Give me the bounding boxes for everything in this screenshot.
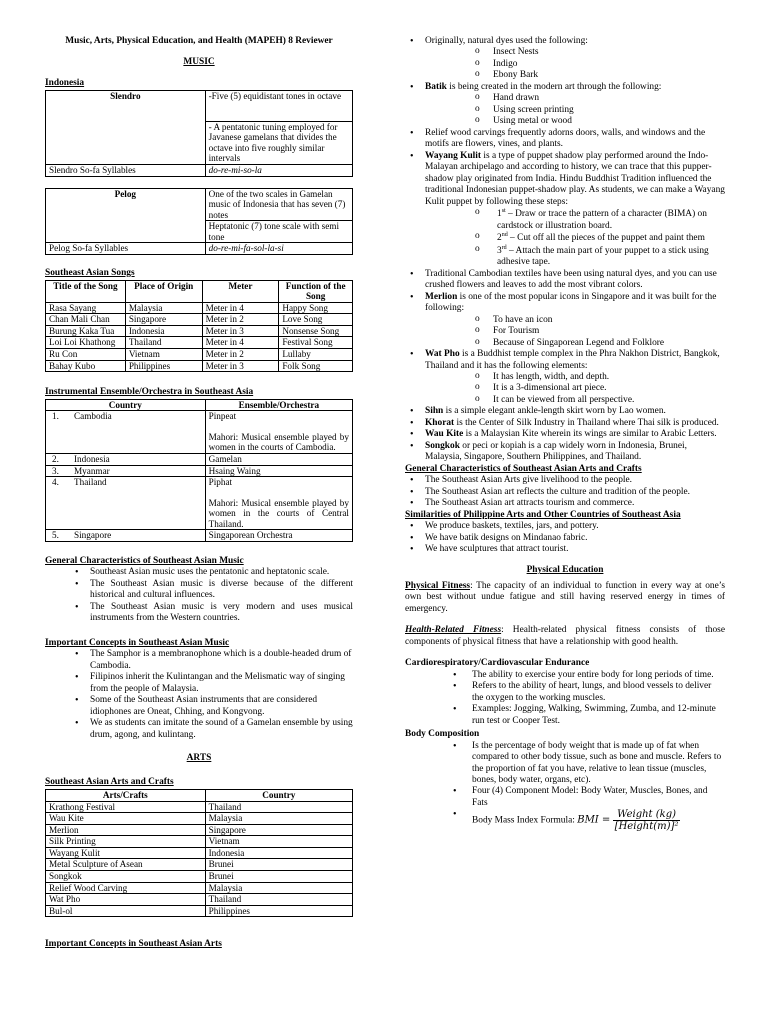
list-item: • The Samphor is a membranophone which is a double-headed drum of Cambodia.: [45, 649, 353, 672]
bmi-label: Body Mass Index Formula:: [472, 816, 575, 827]
list-item: o Hand drawn: [405, 93, 725, 104]
bmi-numerator: Weight (kg): [613, 809, 681, 821]
ensemble-country: Myanmar: [74, 465, 110, 476]
songs-cell: Meter in 3: [202, 325, 279, 337]
list-item: • We have sculptures that attract tourist.: [405, 544, 725, 555]
songkok-term: Songkok: [425, 440, 460, 451]
bmi-lhs: BMI =: [577, 815, 611, 827]
bmi-list: [405, 809, 725, 832]
list-item: o For Tourism: [405, 326, 725, 337]
list-item: • Southeast Asian music uses the pentatonic and heptatonic scale.: [45, 567, 353, 578]
ensemble-country: Indonesia: [74, 453, 110, 464]
sihn-term: Sihn: [425, 406, 444, 417]
arts-gen-char-list: [405, 475, 725, 509]
ensemble-name: Singaporean Orchestra: [208, 530, 293, 541]
songs-heading: Southeast Asian Songs: [45, 268, 135, 279]
songs-header-cell: Function of the Song: [279, 280, 353, 302]
watpho-term: Wat Pho: [425, 349, 460, 360]
list-item: o Using screen printing: [405, 105, 725, 116]
ensemble-heading: Instrumental Ensemble/Orchestra in Southeast Asia: [45, 387, 254, 398]
crafts-row: [46, 847, 353, 859]
crafts-cell: Thailand: [205, 801, 352, 813]
physical-fitness-def: [405, 581, 725, 615]
step-text: – Cut off all the pieces of the puppet and paint them: [507, 233, 705, 244]
ensemble-country-cell: [46, 530, 206, 542]
wayang-text: is a type of puppet shadow play performed around the Indo-Malayan archipelago and according to history, we can trace that this pupper-shadow play originated from India. Hindu Buddhist Tradition influenced the traditional Indonesian puppet-shadow play. As students, we can make a Wayang Kulit puppet by following these steps:: [425, 150, 725, 207]
songs-cell: Thailand: [125, 337, 202, 349]
batik-term: Batik: [425, 81, 447, 92]
step-ordinal: 2: [497, 233, 502, 244]
step-ordinal-suffix: st: [501, 208, 506, 215]
cardio-list: [405, 670, 725, 727]
songs-row: [46, 314, 353, 326]
ensemble-header-cell: Country: [46, 399, 206, 411]
ensemble-note: Mahori: Musical ensemble played by women in the courts of Central Thailand.: [208, 497, 349, 529]
slendro-table: [45, 90, 353, 177]
list-item: • Some of the Southeast Asian instruments that are considered idiophones are Oneat, Chhing, and Kongvong.: [45, 695, 353, 718]
songs-row: [46, 302, 353, 314]
dyes-intro: Originally, natural dyes used the following:: [425, 36, 588, 46]
songs-cell: Singapore: [125, 314, 202, 326]
health-related-fitness-def: [405, 625, 725, 648]
step-ordinal-suffix: rd: [501, 244, 507, 251]
list-item: o It is a 3-dimensional art piece.: [405, 383, 725, 394]
list-item: • The Southeast Asian Arts give livelihood to the people.: [405, 475, 725, 486]
list-item: o It has length, width, and depth.: [405, 372, 725, 383]
crafts-row: [46, 905, 353, 917]
wau-item: [405, 429, 725, 440]
merlion-term: Merlion: [425, 291, 458, 302]
list-item: • Is the percentage of body weight that is made up of fat when compared to other body tissue, such as bone and muscle. Refers to the proportion of fat you have, relative to lean tissue (muscles, bones, body water, organs, etc).: [405, 741, 725, 787]
ensemble-country: Singapore: [74, 530, 112, 541]
songs-cell: Meter in 2: [202, 348, 279, 360]
relief-item: • Relief wood carvings frequently adorns doors, walls, and windows and the motifs are flowers, vines, and plants.: [405, 128, 725, 151]
list-item: • We produce baskets, textiles, jars, and pottery.: [405, 521, 725, 532]
crafts-cell: Indonesia: [205, 847, 352, 859]
ensemble-country-cell: [46, 477, 206, 530]
songs-cell: Love Song: [279, 314, 353, 326]
crafts-table: [45, 789, 353, 917]
ensemble-number: 2.: [52, 453, 59, 464]
list-item: o Using metal or wood: [405, 116, 725, 127]
songs-cell: Festival Song: [279, 337, 353, 349]
step-ordinal: 1: [497, 209, 502, 220]
music-heading: MUSIC: [183, 56, 215, 67]
list-item: o Indigo: [405, 59, 725, 70]
step-text: – Draw or trace the pattern of a character (BIMA) on cardstock or illustration board.: [497, 209, 707, 231]
list-item: • Refers to the ability of heart, lungs, and blood vessels to deliver the oxygen to the working muscles.: [405, 681, 725, 704]
pelog-syll-label: Pelog So-fa Syllables: [46, 243, 206, 255]
arts-heading: ARTS: [186, 753, 212, 763]
right-column: [405, 36, 725, 832]
wau-text: is a Malaysian Kite wherein its wings are similar to Arabic Letters.: [463, 429, 717, 440]
ensemble-row: [46, 530, 353, 542]
ensemble-name-cell: [205, 453, 352, 465]
songs-cell: Chan Mali Chan: [46, 314, 126, 326]
batik-text: is being created in the modern art through the following:: [446, 81, 662, 92]
list-item: • The ability to exercise your entire body for long periods of time.: [405, 670, 725, 681]
crafts-cell: Brunei: [205, 859, 352, 871]
dyes-list: [405, 47, 725, 81]
songs-header-cell: Place of Origin: [125, 280, 202, 302]
sihn-text: is a simple elegant ankle-length skirt worn by Lao women.: [443, 406, 666, 417]
crafts-row: [46, 894, 353, 906]
crafts-row: [46, 801, 353, 813]
list-item: • Filipinos inherit the Kulintangan and the Melismatic way of singing from the people of Malaysia.: [45, 672, 353, 695]
bmi-fraction: [613, 809, 681, 832]
songs-cell: Philippines: [125, 360, 202, 372]
songs-cell: Rasa Sayang: [46, 302, 126, 314]
ensemble-name: Piphat: [208, 477, 233, 488]
crafts-row: [46, 836, 353, 848]
music-gen-char-list: [45, 567, 353, 624]
list-item: • We as students can imitate the sound of a Gamelan ensemble by using drum, agong, and kulintang.: [45, 718, 353, 741]
ensemble-row: [46, 453, 353, 465]
pf-term: Physical Fitness: [405, 580, 471, 591]
ensemble-number: 5.: [52, 530, 59, 541]
pelog-desc1: One of the two scales in Gamelan music of Indonesia that has seven (7) notes: [205, 188, 352, 221]
songs-cell: Happy Song: [279, 302, 353, 314]
merlion-list: [405, 315, 725, 349]
crafts-cell: Wat Pho: [46, 894, 206, 906]
bodycomp-list: [405, 741, 725, 810]
ensemble-header-cell: Ensemble/Orchestra: [205, 399, 352, 411]
ensemble-number: 1.: [52, 411, 59, 422]
step-ordinal-suffix: nd: [501, 232, 508, 239]
dyes-item: [405, 36, 725, 82]
crafts-cell: Brunei: [205, 870, 352, 882]
wau-term: Wau Kite: [425, 429, 464, 440]
music-gen-char-heading: General Characteristics of Southeast Asian Music: [45, 555, 244, 566]
ensemble-name: Pinpeat: [208, 411, 237, 422]
crafts-cell: Philippines: [205, 905, 352, 917]
list-item: • The Southeast Asian music is diverse because of the different historical and cultural influences.: [45, 579, 353, 602]
music-concepts-list: [45, 649, 353, 741]
pelog-desc2: Heptatonic (7) tone scale with semi tone: [205, 221, 352, 243]
crafts-cell: Krathong Festival: [46, 801, 206, 813]
songs-header-cell: Meter: [202, 280, 279, 302]
songs-cell: Vietnam: [125, 348, 202, 360]
songs-cell: Ru Con: [46, 348, 126, 360]
crafts-row: [46, 870, 353, 882]
songkok-item: [405, 441, 725, 464]
wayang-term: Wayang Kulit: [425, 150, 482, 161]
similar-heading: Similarities of Philippine Arts and Other Countries of Southeast Asia: [405, 509, 681, 520]
ensemble-note: Mahori: Musical ensemble played by women in the courts of Cambodia.: [208, 431, 349, 453]
hrf-text: : Health-related physical fitness consists of those components of physical fitness that have a relationship with good health.: [405, 625, 725, 647]
songs-cell: Folk Song: [279, 360, 353, 372]
merlion-item: [405, 292, 725, 349]
pelog-syll: do-re-mi-fa-sol-la-si: [205, 243, 352, 255]
crafts-header-cell: Arts/Crafts: [46, 789, 206, 801]
ensemble-name-cell: [205, 477, 352, 530]
songs-row: [46, 337, 353, 349]
batik-item: [405, 82, 725, 128]
songs-row: [46, 348, 353, 360]
ensemble-country-cell: [46, 411, 206, 454]
songs-cell: Meter in 3: [202, 360, 279, 372]
step-text: – Attach the main part of your puppet to a stick using adhesive tape.: [497, 245, 709, 268]
ensemble-country-cell: [46, 465, 206, 477]
songs-cell: Meter in 4: [202, 302, 279, 314]
slendro-name: Slendro: [46, 90, 206, 164]
slendro-desc1: -Five (5) equidistant tones in octave: [205, 90, 352, 121]
ensemble-table: [45, 399, 353, 542]
list-item: • Examples: Jogging, Walking, Swimming, Zumba, and 12-minute run test or Cooper Test.: [405, 704, 725, 727]
crafts-row: [46, 859, 353, 871]
ensemble-number: 3.: [52, 465, 59, 476]
crafts-cell: Wayang Kulit: [46, 847, 206, 859]
crafts-row: [46, 882, 353, 894]
ensemble-name-cell: [205, 411, 352, 454]
crafts-cell: Singapore: [205, 824, 352, 836]
list-item: o Because of Singaporean Legend and Folklore: [405, 338, 725, 349]
step-ordinal: 3: [497, 245, 502, 256]
cambodian-item: • Traditional Cambodian textiles have been using natural dyes, and you can use crushed flowers and leaves to add the most vibrant colors.: [405, 269, 725, 292]
crafts-header-cell: Country: [205, 789, 352, 801]
sihn-item: [405, 406, 725, 417]
list-item: • Four (4) Component Model: Body Water, Muscles, Bones, and Fats: [405, 786, 725, 809]
crafts-heading: Southeast Asian Arts and Crafts: [45, 777, 174, 788]
ensemble-country: Thailand: [74, 477, 107, 488]
crafts-cell: Bul-ol: [46, 905, 206, 917]
list-item: o Insect Nests: [405, 47, 725, 58]
list-item: • The Southeast Asian art reflects the culture and tradition of the people.: [405, 487, 725, 498]
bmi-item: [405, 809, 725, 832]
ensemble-number: 4.: [52, 477, 59, 488]
merlion-text: is one of the most popular icons in Singapore and it was built for the following:: [425, 291, 717, 314]
wayang-step: [405, 245, 725, 269]
list-item: • We have batik designs on Mindanao fabric.: [405, 533, 725, 544]
list-item: o To have an icon: [405, 315, 725, 326]
crafts-cell: Malaysia: [205, 813, 352, 825]
list-item: • The Southeast Asian art attracts tourism and commerce.: [405, 498, 725, 509]
crafts-cell: Thailand: [205, 894, 352, 906]
songs-cell: Loi Loi Khathong: [46, 337, 126, 349]
songs-cell: Indonesia: [125, 325, 202, 337]
crafts-cell: Malaysia: [205, 882, 352, 894]
ensemble-name: Gamelan: [208, 453, 242, 464]
songs-cell: Meter in 4: [202, 337, 279, 349]
wayang-step: [405, 208, 725, 232]
document-title: Music, Arts, Physical Education, and Health (MAPEH) 8 Reviewer: [65, 36, 333, 46]
songs-cell: Malaysia: [125, 302, 202, 314]
ensemble-name-cell: [205, 530, 352, 542]
list-item: o It can be viewed from all perspective.: [405, 395, 725, 406]
crafts-cell: Silk Printing: [46, 836, 206, 848]
ensemble-country-cell: [46, 453, 206, 465]
crafts-cell: Metal Sculpture of Asean: [46, 859, 206, 871]
songs-cell: Meter in 2: [202, 314, 279, 326]
crafts-row: [46, 824, 353, 836]
songs-header-cell: Title of the Song: [46, 280, 126, 302]
crafts-cell: Vietnam: [205, 836, 352, 848]
songs-table: [45, 280, 353, 373]
hrf-term: Health-Related Fitness: [405, 625, 502, 636]
bodycomp-heading: Body Composition: [405, 729, 480, 740]
khorat-term: Khorat: [425, 417, 455, 428]
ensemble-name: Hsaing Waing: [208, 465, 261, 476]
khorat-item: [405, 418, 725, 429]
songs-cell: Nonsense Song: [279, 325, 353, 337]
crafts-row: [46, 813, 353, 825]
songs-row: [46, 360, 353, 372]
watpho-list: [405, 372, 725, 406]
music-concepts-heading: Important Concepts in Southeast Asian Music: [45, 637, 230, 648]
songs-row: [46, 325, 353, 337]
crafts-cell: Relief Wood Carving: [46, 882, 206, 894]
watpho-text: is a Buddhist temple complex in the Phra Nakhon District, Bangkok, Thailand and it has the following elements:: [425, 349, 720, 371]
list-item: o Ebony Bark: [405, 70, 725, 81]
songs-cell: Lullaby: [279, 348, 353, 360]
crafts-cell: Wau Kite: [46, 813, 206, 825]
pe-heading: Physical Education: [526, 565, 604, 576]
list-item: • The Southeast Asian music is very modern and uses musical instruments from the Western countries.: [45, 602, 353, 625]
crafts-cell: Songkok: [46, 870, 206, 882]
slendro-desc2: - A pentatonic tuning employed for Javanese gamelans that divides the octave into five roughly similar intervals: [205, 121, 352, 164]
watpho-item: [405, 349, 725, 406]
ensemble-country: Cambodia: [74, 411, 112, 422]
similar-list: [405, 521, 725, 555]
crafts-cell: Merlion: [46, 824, 206, 836]
khorat-text: is the Center of Silk Industry in Thailand where Thai silk is produced.: [454, 417, 719, 428]
songs-cell: Bahay Kubo: [46, 360, 126, 372]
wayang-step: [405, 232, 725, 245]
pelog-table: [45, 188, 353, 255]
ensemble-row: [46, 465, 353, 477]
songkok-text: or peci or kopiah is a cap widely worn in Indonesia, Brunei, Malaysia, Singapore, Southern Philippines, and Thailand.: [425, 440, 687, 463]
ensemble-name-cell: [205, 465, 352, 477]
arts-concepts-heading: Important Concepts in Southeast Asian Arts: [45, 939, 222, 950]
pf-text: : The capacity of an individual to function in every way at one’s own best without undue fatigue and still having reserved energy in times of emergency.: [405, 580, 725, 614]
bmi-denominator: [Height(m)]²: [614, 821, 679, 833]
arts-gen-char-heading: General Characteristics of Southeast Asian Arts and Crafts: [405, 463, 642, 474]
pelog-name: Pelog: [46, 188, 206, 243]
left-column: [45, 0, 353, 951]
batik-list: [405, 93, 725, 127]
ensemble-row: [46, 477, 353, 530]
slendro-syll: do-re-mi-so-la: [205, 165, 352, 177]
wayang-item: [405, 151, 725, 269]
indonesia-label: Indonesia: [45, 78, 85, 89]
wayang-steps-list: [405, 208, 725, 269]
ensemble-row: [46, 411, 353, 454]
cardio-heading: Cardiorespiratory/Cardiovascular Endurance: [405, 658, 590, 669]
songs-cell: Burung Kaka Tua: [46, 325, 126, 337]
slendro-syll-label: Slendro So-fa Syllables: [46, 165, 206, 177]
